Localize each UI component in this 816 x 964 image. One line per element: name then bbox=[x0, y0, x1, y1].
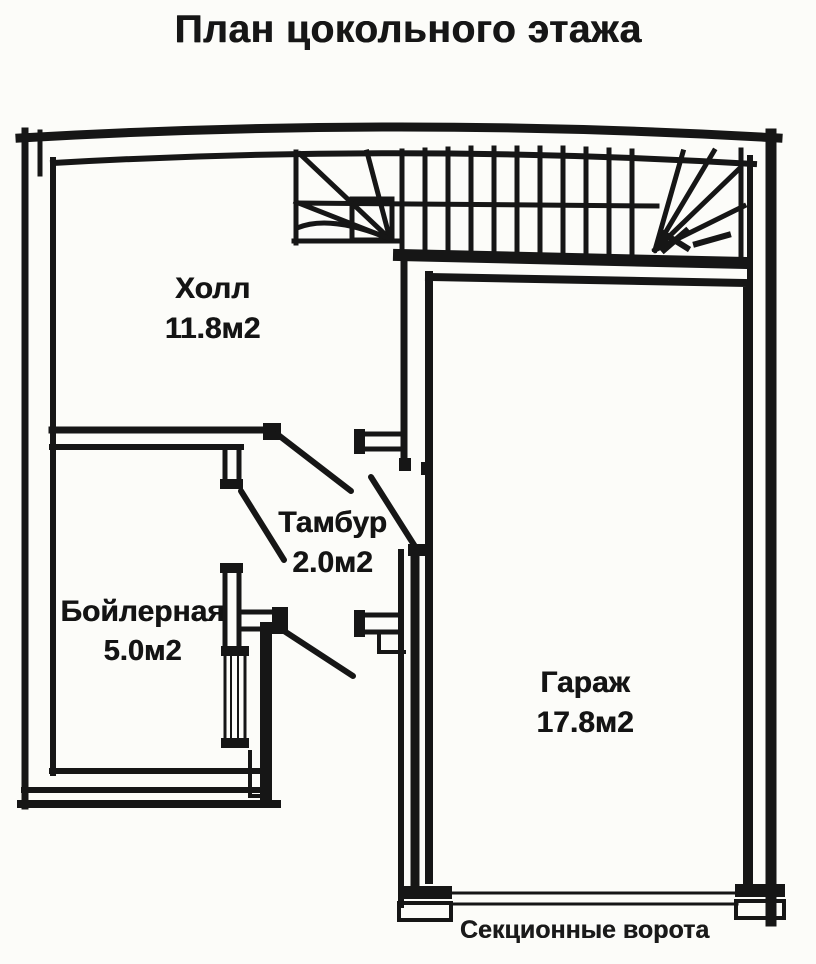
wall-foot-east bbox=[421, 462, 433, 475]
room-area: 2.0м2 bbox=[292, 546, 373, 579]
garage-inner-outline bbox=[429, 277, 747, 886]
room-label-hall bbox=[125, 274, 300, 344]
stair-winder-left bbox=[296, 152, 390, 239]
room-name: Гараж bbox=[540, 666, 630, 699]
room-area: 17.8м2 bbox=[536, 706, 634, 739]
room-name: Тамбур bbox=[278, 506, 387, 539]
gate-jamb-right-box bbox=[736, 901, 784, 918]
room-area: 5.0м2 bbox=[103, 635, 182, 667]
room-label-boiler bbox=[40, 597, 245, 666]
room-name: Холл bbox=[174, 272, 251, 305]
garage-lower-jamb-stub bbox=[354, 610, 404, 652]
garage-walls bbox=[354, 255, 747, 905]
room-area: 11.8м2 bbox=[164, 312, 261, 345]
wall-foot-west bbox=[399, 458, 411, 471]
gate-jamb-right-cap bbox=[735, 884, 785, 897]
gate-label: Секционные ворота bbox=[459, 916, 710, 944]
garage-top-wall-line bbox=[399, 255, 746, 263]
room-name: Бойлерная bbox=[60, 595, 225, 628]
top-wall-outer-line bbox=[20, 127, 778, 138]
door-hall-tambour bbox=[277, 434, 351, 491]
room-label-tambour bbox=[245, 508, 420, 578]
sectional-gate bbox=[398, 884, 785, 920]
gate-jamb-left-cap bbox=[398, 886, 452, 899]
stair-treads bbox=[402, 148, 632, 255]
room-label-garage bbox=[500, 668, 670, 738]
staircase bbox=[294, 148, 744, 260]
hall-wall-stub bbox=[220, 447, 243, 489]
page-title: План цокольного этажа bbox=[174, 8, 642, 51]
interior-walls bbox=[52, 423, 288, 748]
tambour-door-jamb-stub bbox=[354, 429, 401, 454]
door-lower-entry bbox=[281, 629, 353, 676]
